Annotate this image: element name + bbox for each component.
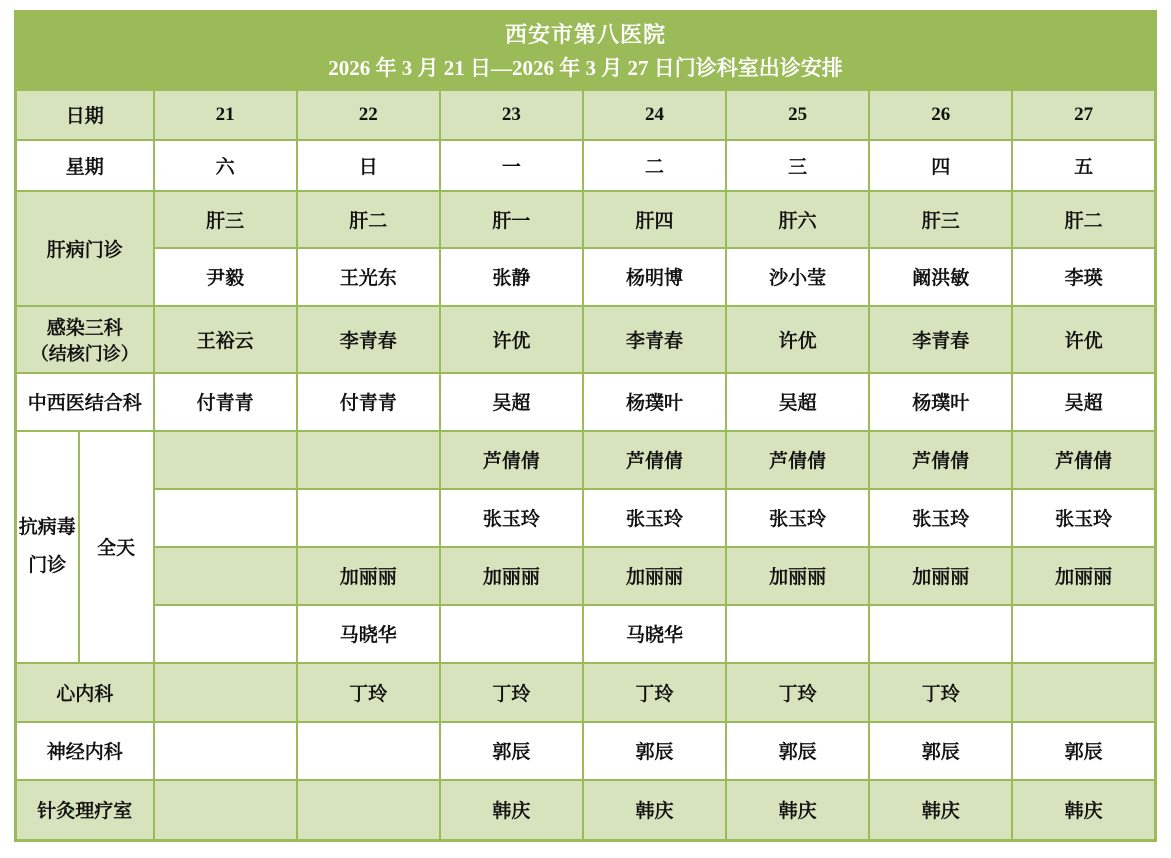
doctor-cell: 芦倩倩 <box>869 431 1012 489</box>
doctor-cell: 王光东 <box>297 248 440 306</box>
title-row <box>16 12 1156 90</box>
antiviral-row-2 <box>16 489 1156 547</box>
doctor-cell <box>1012 605 1155 663</box>
doctor-cell: 韩庆 <box>440 780 583 841</box>
doctor-cell: 张玉玲 <box>583 489 726 547</box>
date-cell: 26 <box>869 90 1012 140</box>
row-label-antiviral-clinic: 抗病毒门诊 <box>16 431 79 663</box>
date-cell: 24 <box>583 90 726 140</box>
outpatient-schedule-table <box>14 10 1157 842</box>
doctor-cell: 李瑛 <box>1012 248 1155 306</box>
doctor-cell: 芦倩倩 <box>1012 431 1155 489</box>
doctor-cell: 尹毅 <box>154 248 297 306</box>
date-cell: 23 <box>440 90 583 140</box>
doctor-cell: 芦倩倩 <box>726 431 869 489</box>
infection-dept-row <box>16 306 1156 373</box>
doctor-cell: 芦倩倩 <box>440 431 583 489</box>
weekday-cell: 日 <box>297 140 440 191</box>
infection-dept-subname: （结核门诊） <box>30 343 139 364</box>
clinic-code-cell: 肝一 <box>440 191 583 248</box>
doctor-cell: 张玉玲 <box>1012 489 1155 547</box>
clinic-code-cell: 肝三 <box>154 191 297 248</box>
doctor-cell: 加丽丽 <box>869 547 1012 605</box>
doctor-cell: 张玉玲 <box>726 489 869 547</box>
antiviral-row-4 <box>16 605 1156 663</box>
doctor-cell <box>154 780 297 841</box>
doctor-cell: 张玉玲 <box>869 489 1012 547</box>
doctor-cell: 吴超 <box>440 373 583 431</box>
clinic-code-cell: 肝二 <box>297 191 440 248</box>
doctor-cell: 郭辰 <box>726 722 869 780</box>
cardiology-row <box>16 663 1156 722</box>
date-cell: 22 <box>297 90 440 140</box>
weekday-row-label: 星期 <box>16 140 154 191</box>
doctor-cell: 许优 <box>1012 306 1155 373</box>
doctor-cell: 郭辰 <box>440 722 583 780</box>
infection-dept-name: 感染三科 <box>46 317 123 339</box>
doctor-cell: 吴超 <box>1012 373 1155 431</box>
neurology-row <box>16 722 1156 780</box>
date-row-label: 日期 <box>16 90 154 140</box>
doctor-cell: 杨璞叶 <box>583 373 726 431</box>
doctor-cell: 加丽丽 <box>726 547 869 605</box>
doctor-cell: 加丽丽 <box>440 547 583 605</box>
doctor-cell: 芦倩倩 <box>583 431 726 489</box>
doctor-cell <box>297 431 440 489</box>
doctor-cell <box>869 605 1012 663</box>
row-label-acupuncture: 针灸理疗室 <box>16 780 154 841</box>
antiviral-row-3 <box>16 547 1156 605</box>
doctor-cell: 杨明博 <box>583 248 726 306</box>
doctor-cell: 杨璞叶 <box>869 373 1012 431</box>
date-cell: 21 <box>154 90 297 140</box>
antiviral-time-label: 全天 <box>79 431 154 663</box>
doctor-cell: 马晓华 <box>297 605 440 663</box>
doctor-cell: 丁玲 <box>583 663 726 722</box>
doctor-cell: 付青青 <box>154 373 297 431</box>
doctor-cell: 沙小莹 <box>726 248 869 306</box>
doctor-cell: 李青春 <box>869 306 1012 373</box>
doctor-cell: 许优 <box>440 306 583 373</box>
doctor-cell: 张玉玲 <box>440 489 583 547</box>
doctor-cell <box>726 605 869 663</box>
doctor-cell <box>154 547 297 605</box>
antiviral-row-1 <box>16 431 1156 489</box>
row-label-neurology: 神经内科 <box>16 722 154 780</box>
doctor-cell <box>297 722 440 780</box>
row-label-infection-dept <box>16 306 154 373</box>
doctor-cell: 郭辰 <box>869 722 1012 780</box>
weekday-cell: 三 <box>726 140 869 191</box>
doctor-cell: 许优 <box>726 306 869 373</box>
doctor-cell: 马晓华 <box>583 605 726 663</box>
doctor-cell: 阚洪敏 <box>869 248 1012 306</box>
doctor-cell: 韩庆 <box>726 780 869 841</box>
doctor-cell <box>297 780 440 841</box>
doctor-cell <box>440 605 583 663</box>
doctor-cell: 付青青 <box>297 373 440 431</box>
doctor-cell: 加丽丽 <box>583 547 726 605</box>
date-cell: 27 <box>1012 90 1155 140</box>
doctor-cell: 韩庆 <box>869 780 1012 841</box>
weekday-cell: 四 <box>869 140 1012 191</box>
hospital-title: 西安市第八医院 <box>504 21 666 47</box>
doctor-cell: 丁玲 <box>726 663 869 722</box>
tcm-dept-row <box>16 373 1156 431</box>
doctor-cell: 吴超 <box>726 373 869 431</box>
clinic-code-cell: 肝六 <box>726 191 869 248</box>
clinic-code-cell: 肝三 <box>869 191 1012 248</box>
schedule-subtitle: 2026 年 3 月 21 日—2026 年 3 月 27 日门诊科室出诊安排 <box>328 55 843 80</box>
doctor-cell <box>154 722 297 780</box>
doctor-cell: 张静 <box>440 248 583 306</box>
date-row <box>16 90 1156 140</box>
doctor-cell: 加丽丽 <box>297 547 440 605</box>
acupuncture-row <box>16 780 1156 841</box>
doctor-cell: 韩庆 <box>1012 780 1155 841</box>
doctor-cell <box>1012 663 1155 722</box>
doctor-cell: 李青春 <box>583 306 726 373</box>
doctor-cell <box>154 431 297 489</box>
liver-clinic-doctor-row <box>16 248 1156 306</box>
doctor-cell <box>154 663 297 722</box>
weekday-cell: 二 <box>583 140 726 191</box>
weekday-cell: 一 <box>440 140 583 191</box>
doctor-cell: 丁玲 <box>440 663 583 722</box>
row-label-cardiology: 心内科 <box>16 663 154 722</box>
weekday-row <box>16 140 1156 191</box>
doctor-cell: 加丽丽 <box>1012 547 1155 605</box>
row-label-liver-clinic: 肝病门诊 <box>16 191 154 306</box>
doctor-cell: 王裕云 <box>154 306 297 373</box>
table-header <box>16 12 1156 90</box>
weekday-cell: 五 <box>1012 140 1155 191</box>
row-label-tcm-dept: 中西医结合科 <box>16 373 154 431</box>
doctor-cell <box>154 489 297 547</box>
doctor-cell <box>297 489 440 547</box>
liver-clinic-code-row <box>16 191 1156 248</box>
clinic-code-cell: 肝四 <box>583 191 726 248</box>
doctor-cell: 韩庆 <box>583 780 726 841</box>
date-cell: 25 <box>726 90 869 140</box>
doctor-cell <box>154 605 297 663</box>
weekday-cell: 六 <box>154 140 297 191</box>
doctor-cell: 郭辰 <box>583 722 726 780</box>
clinic-code-cell: 肝二 <box>1012 191 1155 248</box>
doctor-cell: 丁玲 <box>297 663 440 722</box>
doctor-cell: 丁玲 <box>869 663 1012 722</box>
doctor-cell: 李青春 <box>297 306 440 373</box>
doctor-cell: 郭辰 <box>1012 722 1155 780</box>
